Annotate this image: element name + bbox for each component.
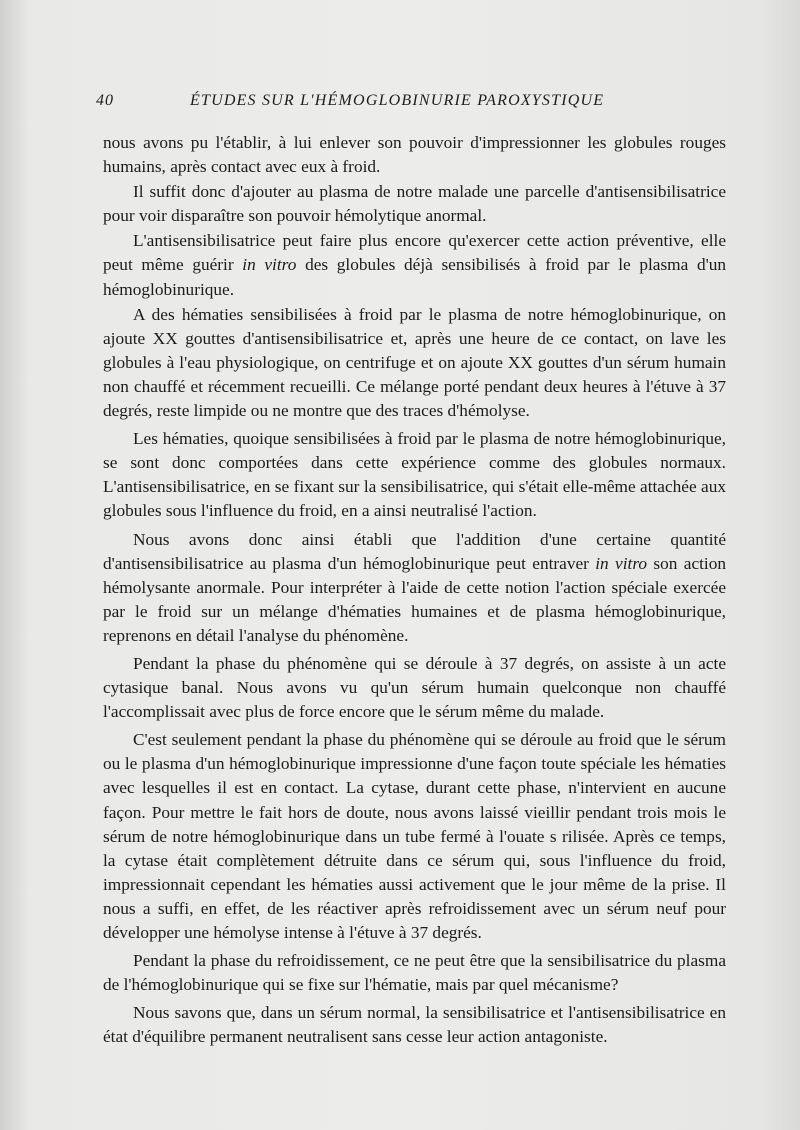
page-number: 40: [96, 92, 114, 109]
paragraph: Pendant la phase du refroidissement, ce ne peut être que la sensibilisatrice du plasma de l'hémoglobinurique qui se fixe sur l'hématie, mais par quel mécanisme?: [103, 951, 726, 995]
paragraph: C'est seulement pendant la phase du phénomène qui se déroule au froid que le sérum ou le plasma d'un hémoglobinurique impressionne d'une façon toute spéciale les hématies avec lesquelles il est en contact. La cytase, durant cette phase, n'intervient en aucune façon. Pour mettre le fait hors de doute, nous avons laissé vieillir pendant trois mois le sérum de notre hémoglobinurique dans un tube fermé à l'ouate s rilisée. Après ce temps, la cytase était complètement détruite dans ce sérum qui, sous l'influence du froid, impressionnait cependant les hématies aussi activement que le jour même de la prise. Il nous a suffi, en effet, de les réactiver après refroidissement avec un sérum neuf pour développer une hémolyse intense à l'étuve à 37 degrés.: [103, 730, 726, 942]
page-header: [96, 92, 730, 116]
paragraph: L'antisensibilisatrice peut faire plus encore qu'exercer cette action préventive, elle peut même guérir in vitro des globules déjà sensibilisés à froid par le plasma d'un hémoglobinurique.: [103, 231, 727, 299]
paragraph: Les hématies, quoique sensibilisées à froid par le plasma de notre hémoglobinurique, se sont donc comportées dans cette expérience comme des globules normaux. L'antisensibilisatrice, en se fixant sur la sensibilisatrice, qui s'était elle-même attachée aux globules sous l'influence du froid, en a ainsi neutralisé l'action.: [103, 429, 726, 521]
paragraph: Nous avons donc ainsi établi que l'addition d'une certaine quantité d'antisensibilisatrice au plasma d'un hémoglobinurique peut entraver in vitro son action hémolysante anormale. Pour interpréter à l'aide de cette notion l'action spéciale exercée par le froid sur un mélange d'hématies humaines et de plasma hémoglobinurique, reprenons en détail l'analyse du phénomène.: [103, 529, 727, 645]
paragraph: Pendant la phase du phénomène qui se déroule à 37 degrés, on assiste à un acte cytasique banal. Nous avons vu qu'un sérum humain quelconque non chauffé l'accomplissait avec plus de force encore que le sérum même du malade.: [103, 653, 726, 722]
paragraph: Il suffit donc d'ajouter au plasma de notre malade une parcelle d'antisensibilisatrice pour voir disparaître son pouvoir hémolytique anormal.: [103, 182, 726, 226]
running-title: ÉTUDES SUR L'HÉMOGLOBINURIE PAROXYSTIQUE: [190, 92, 605, 109]
paragraph: A des hématies sensibilisées à froid par le plasma de notre hémoglobinurique, on ajoute XX gouttes d'antisensibilisatrice et, après une heure de ce contact, on lave les globules à l'eau physiologique, on centrifuge et on ajoute XX gouttes d'un sérum humain non chauffé et récemment recueilli. Ce mélange porté pendant deux heures à l'étuve à 37 degrés, reste limpide ou ne montre que des traces d'hémolyse.: [103, 304, 726, 421]
paragraph: nous avons pu l'établir, à lui enlever son pouvoir d'impressionner les globules rouges humains, après contact avec eux à froid.: [103, 133, 726, 177]
body-text: [103, 131, 726, 1050]
paragraph: Nous savons que, dans un sérum normal, la sensibilisatrice et l'antisensibilisatrice en état d'équilibre permanent neutralisent sans cesse leur action antagoniste.: [103, 1003, 726, 1047]
